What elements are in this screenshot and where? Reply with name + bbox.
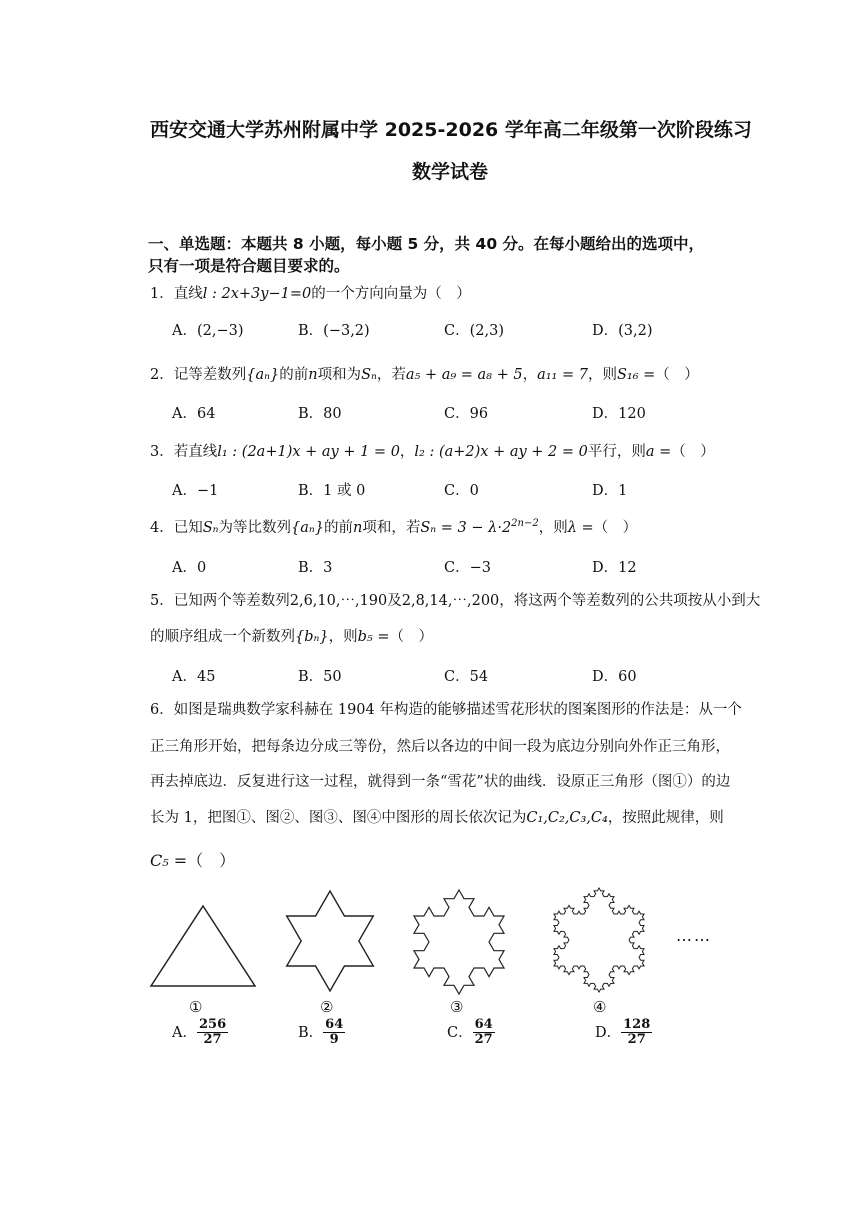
question-1-option-d[interactable]: D．(3,2) [592,323,653,339]
question-2-stem: 2．记等差数列{aₙ}的前n项和为Sₙ，若a₅ + a₉ = a₈ + 5，a₁₁ = 7，则S₁₆ =（ ） [150,367,699,383]
question-3-option-b[interactable]: B．1 或 0 [298,483,366,499]
figure-2-label: ② [320,998,334,1016]
page-subtitle: 数学试卷 [412,161,489,183]
question-1-option-c[interactable]: C．(2,3) [444,323,504,339]
question-6-stem-line3: 再去掉底边．反复进行这一过程，就得到一条“雪花”状的曲线．设原正三角形（图①）的边 [150,774,731,790]
koch-curve [414,890,504,994]
question-6-option-b[interactable]: B． $\frac{64}{9}$ [298,1017,344,1048]
question-4-stem: 4．已知Sₙ为等比数列{aₙ}的前n项和，若$S_n = 3 - \lambda\cdot 2^{2n-2}$，则λ =（ ） [150,518,638,536]
question-2-option-c[interactable]: C．96 [444,406,489,422]
question-6-option-a[interactable]: A． $\frac{256}{27}$ [172,1017,227,1048]
question-6-stem-line2: 正三角形开始，把每条边分成三等份，然后以各边的中间一段为底边分别向外作正三角形， [150,739,730,755]
question-6-stem-line1: 6．如图是瑞典数学家科赫在 1904 年构造的能够描述雪花形状的图案图形的作法是：从一个 [150,702,742,718]
figure-ellipsis: …… [676,926,712,945]
question-3-stem: 3．若直线l₁ : (2a+1)x + ay + 1 = 0，l₂ : (a+2)x + ay + 2 = 0平行，则a =（ ） [150,444,715,460]
figure-4-label: ④ [593,998,607,1016]
question-4-option-c[interactable]: C．−3 [444,560,491,576]
question-4-option-d[interactable]: D．12 [592,560,637,576]
question-5-option-d[interactable]: D．60 [592,669,637,685]
section-heading-cont: 只有一项是符合题目要求的。 [148,257,350,275]
question-6-option-c[interactable]: C． $\frac{64}{27}$ [447,1017,493,1048]
question-5-stem: 5．已知两个等差数列2,6,10,⋯,190及2,8,14,⋯,200，将这两个等差数列的公共项按从小到大 [150,593,761,609]
question-2-option-a[interactable]: A．64 [172,406,216,422]
figure-3-label: ③ [450,998,464,1016]
question-1-option-b[interactable]: B．(−3,2) [298,323,370,339]
koch-figure-1 [143,900,263,990]
question-5-stem-cont: 的顺序组成一个新数列{bₙ}，则b₅ =（ ） [150,629,433,645]
question-5-option-c[interactable]: C．54 [444,669,489,685]
question-5-option-b[interactable]: B．50 [298,669,342,685]
question-1-stem: 1．直线l : 2x+3y−1=0的一个方向向量为（ ） [150,286,471,302]
figure-1-label: ① [189,998,203,1016]
section-heading: 一、单选题：本题共 8 小题，每小题 5 分，共 40 分。在每小题给出的选项中， [148,235,705,253]
question-4-option-b[interactable]: B．3 [298,560,333,576]
question-2-option-d[interactable]: D．120 [592,406,646,422]
question-6-option-d[interactable]: D． $\frac{128}{27}$ [595,1017,651,1048]
question-4-option-a[interactable]: A．0 [172,560,207,576]
question-5-option-a[interactable]: A．45 [172,669,216,685]
question-3-option-c[interactable]: C．0 [444,483,479,499]
koch-figure-4 [534,870,664,1000]
question-6-stem-line5: C₅ =（ ） [150,851,236,870]
koch-curve [554,888,644,992]
question-6-stem-line4: 长为 1，把图①、图②、图③、图④中图形的周长依次记为C₁,C₂,C₃,C₄，按照此规律，则 [150,810,724,826]
question-1-option-a[interactable]: A．(2,−3) [172,323,244,339]
koch-curve [287,891,374,991]
question-3-option-a[interactable]: A．−1 [172,483,219,499]
question-3-option-d[interactable]: D．1 [592,483,628,499]
page-title: 西安交通大学苏州附属中学 2025-2026 学年高二年级第一次阶段练习 [150,119,752,141]
koch-figure-3 [394,872,524,1002]
question-2-option-b[interactable]: B．80 [298,406,342,422]
koch-figure-2 [270,875,390,995]
